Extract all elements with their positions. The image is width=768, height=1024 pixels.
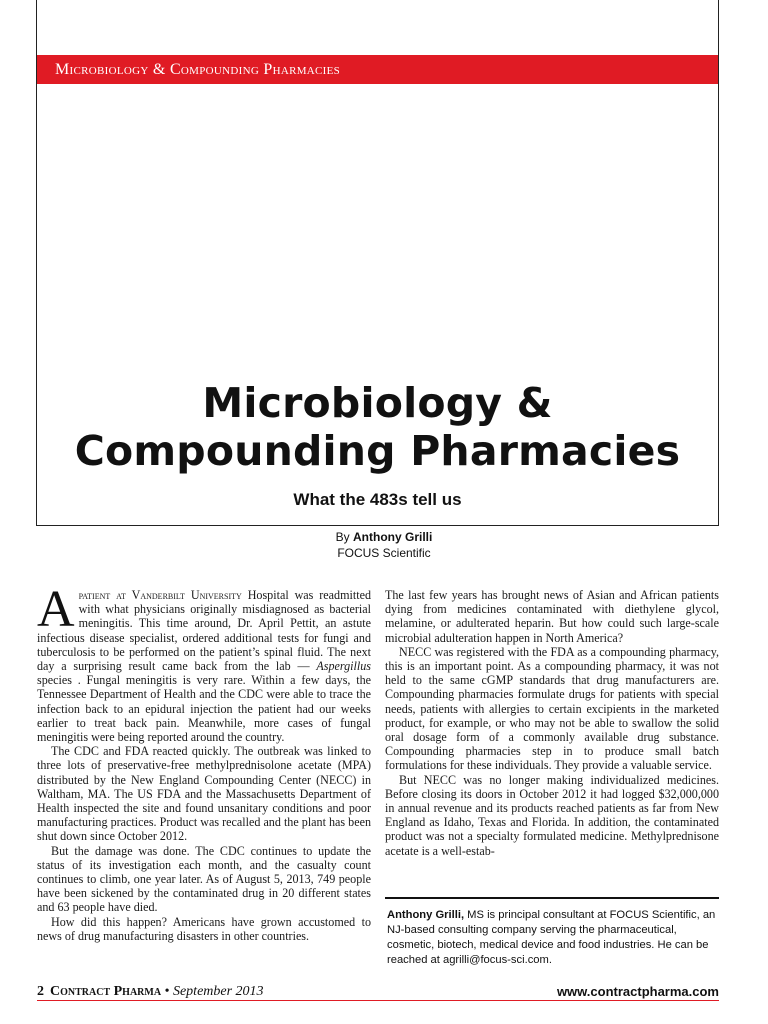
paragraph: The CDC and FDA reacted quickly. The outbreak was linked to three lots of preservative-free methylprednisolone acetate (MPA) distributed by the New England Compounding Center (NECC) in Waltham, MA. The US FDA and the Massachusetts Department of Health inspected the site and found unsanitary conditions and poor manufacturing practices. Product was recalled and the plant has been shut down since October 2012.: [37, 744, 371, 844]
footer-divider: [37, 1000, 719, 1001]
footer-url[interactable]: www.contractpharma.com: [556, 984, 719, 999]
publication-name: Contract Pharma: [50, 984, 162, 999]
paragraph: NECC was registered with the FDA as a compounding pharmacy, this is an important point. As a compounding pharmacy, it was not held to the same cGMP standards that drug manufacturers are. Compounding pharmacies formulate drugs for patients with special needs, patients with allergies to certain excipients in the marketed product, for example, or who may not be able to swallow the solid oral dosage form of a commonly available drug substance. Compounding pharmacies step in to produce small batch formulations for these individuals. They provide a valuable service.: [385, 644, 719, 773]
left-column: [37, 581, 371, 943]
right-column: [385, 588, 719, 858]
byline-affiliation: FOCUS Scientific: [337, 546, 431, 560]
section-banner: Microbiology & Compounding Pharmacies: [37, 55, 718, 84]
article-title: [37, 379, 718, 475]
bio-divider: [385, 897, 719, 899]
page-number: 2: [37, 984, 44, 999]
drop-cap: A: [37, 581, 75, 638]
title-line-2: Compounding Pharmacies: [74, 427, 681, 475]
article-subtitle: What the 483s tell us: [293, 490, 462, 509]
title-line-1: Microbiology &: [202, 379, 553, 427]
paragraph: But NECC was no longer making individualized medicines. Before closing its doors in October 2012 it had logged $32,000,000 in annual revenue and its products reached patients as far from New England as Idaho, Texas and Florida. In addition, the contaminated product was not a specialty formulated medicine. Methylprednisone acetate is a well-estab-: [385, 772, 719, 858]
opening-small-caps: patient at Vanderbilt University: [78, 588, 242, 602]
paragraph-text: Hospital was readmitted with what physicians originally misdiagnosed as bacterial meningitis. This time around, Dr. April Pettit, an astute infectious disease specialist, ordered additional tests for fungi and tuberculosis to be performed on the patient’s spinal fluid. The next day a surprising result came back from the lab —: [37, 588, 371, 674]
footer-publication-info: [37, 984, 264, 1000]
bio-text: MS is principal consultant at FOCUS Scientific, an NJ-based consulting company serving the pharmaceutical, cosmetic, biotech, medical device and food industries. He can be reached at agrilli@focus-sci.com.: [387, 909, 716, 966]
byline-author: Anthony Grilli: [353, 530, 433, 544]
paragraph: But the damage was done. The CDC continues to update the status of its investigation each month, and the casualty count continues to climb, one year later. As of August 5, 2013, 749 people have been sickened by the contaminated drug in 20 different states and 63 people have died.: [37, 843, 371, 915]
footer-separator: •: [161, 984, 173, 999]
byline-prefix: By: [335, 530, 350, 544]
italic-term: Aspergillus: [316, 659, 371, 674]
paragraph: How did this happen? Americans have grown accustomed to news of drug manufacturing disasters in other countries.: [37, 914, 371, 943]
issue-date: September 2013: [172, 984, 264, 999]
byline: [0, 529, 768, 561]
header-frame: [36, 0, 719, 526]
paragraph: The last few years has brought news of Asian and African patients dying from medicines contaminated with diethylene glycol, melamine, or adulterated heparin. But how could such large-scale microbial adulteration happen in North America?: [385, 588, 719, 645]
paragraph: [37, 581, 371, 745]
author-bio: [387, 908, 721, 968]
bio-name: Anthony Grilli,: [387, 909, 465, 921]
paragraph-text: species . Fungal meningitis is very rare. Within a few days, the Tennessee Department of Health and the CDC were able to trace the infection back to an epidural injection the patient had our weeks earlier to treat back pain. Meanwhile, more cases of fungal meningitis were being reported around the country.: [37, 673, 371, 745]
